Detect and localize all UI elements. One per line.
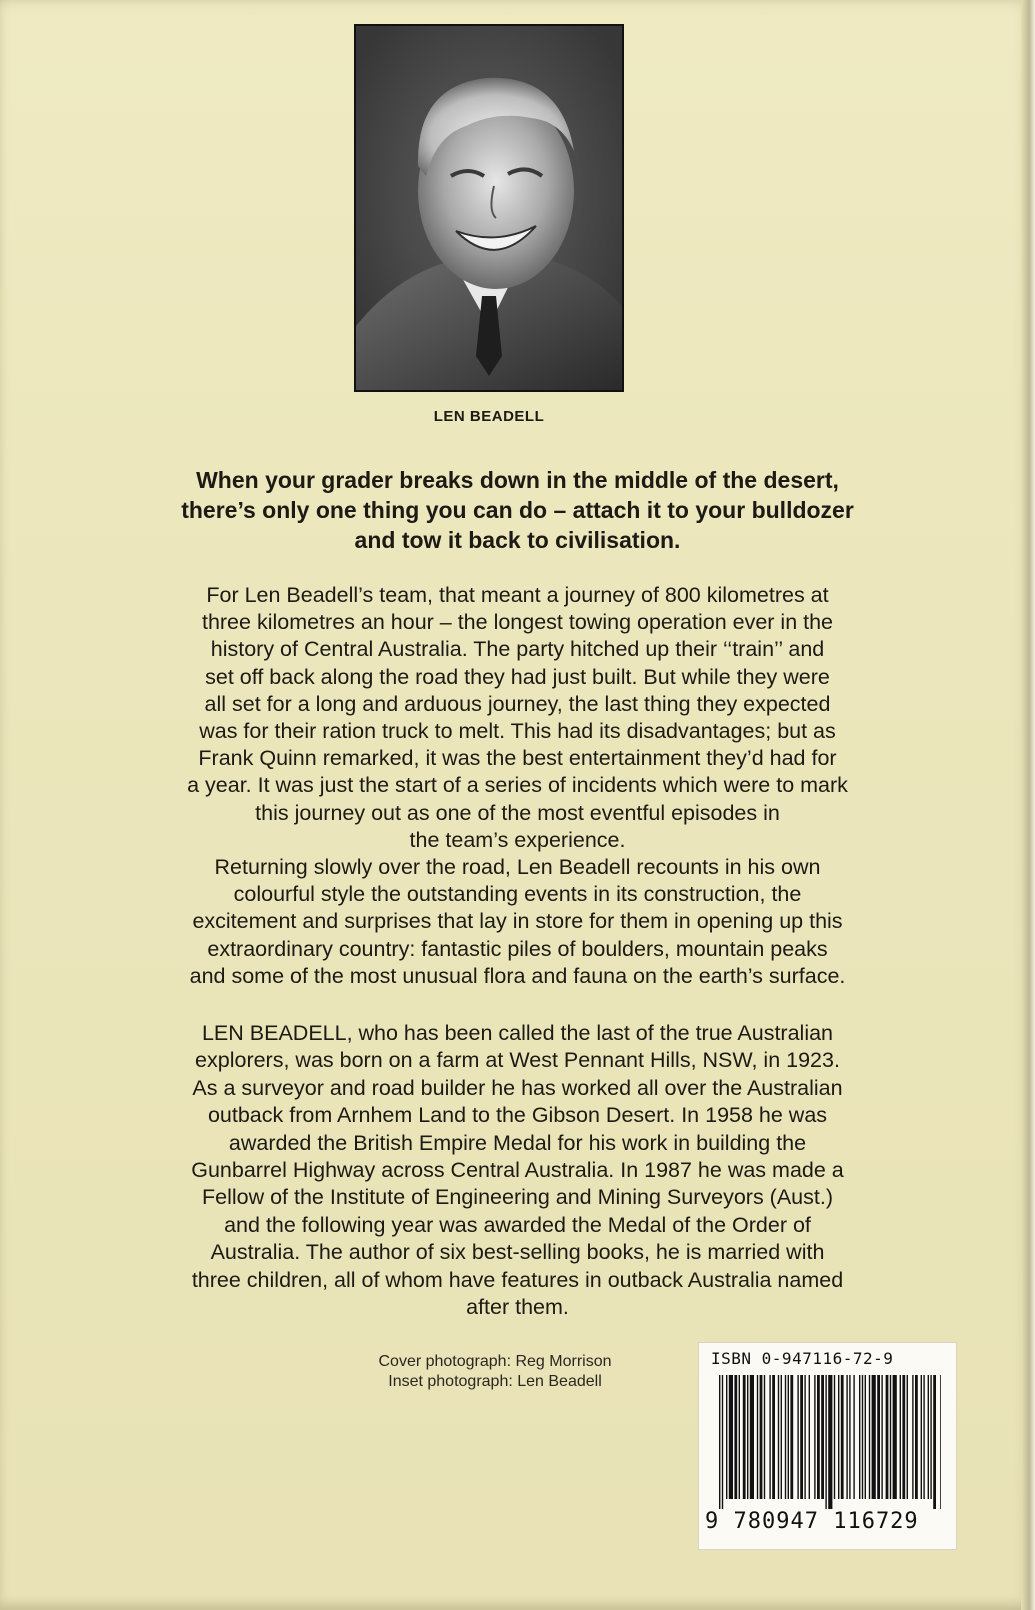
barcode-bar xyxy=(797,1375,798,1499)
barcode-bar xyxy=(814,1375,815,1499)
blurb-line: colourful style the outstanding events in its construction, the xyxy=(233,882,802,907)
barcode-bar xyxy=(800,1375,803,1499)
barcode-bar xyxy=(930,1375,931,1499)
barcode-bar xyxy=(726,1375,727,1499)
blurb-line: a year. It was just the start of a series of incidents which were to mark xyxy=(187,773,848,798)
barcode-bar xyxy=(790,1375,793,1499)
barcode-bar xyxy=(821,1375,824,1499)
barcode-bar xyxy=(841,1375,844,1499)
bio-line: As a surveyor and road builder he has worked all over the Australian xyxy=(192,1075,843,1100)
cover-edge xyxy=(1021,0,1035,1610)
barcode-bar xyxy=(869,1375,870,1499)
barcode-bar xyxy=(923,1375,924,1499)
bio-line: Gunbarrel Highway across Central Australia. In 1987 he was made a xyxy=(191,1158,844,1183)
lead-line: there’s only one thing you can do – attach it to your bulldozer xyxy=(181,497,854,523)
bio-line: outback from Arnhem Land to the Gibson Desert. In 1958 he was xyxy=(207,1103,828,1128)
barcode-bar xyxy=(921,1375,922,1499)
barcode-bar xyxy=(769,1375,770,1499)
photo-caption: LEN BEADELL xyxy=(433,408,545,425)
ean-digits: 9 780947 116729 xyxy=(705,1509,919,1534)
barcode-bar xyxy=(915,1375,918,1499)
lead-paragraph xyxy=(60,465,975,555)
barcode-bar xyxy=(849,1375,850,1499)
barcode-bar xyxy=(846,1375,847,1499)
barcode-bar xyxy=(804,1375,805,1499)
blurb-line: three kilometres an hour – the longest towing operation ever in the xyxy=(201,610,834,635)
barcode-bar xyxy=(785,1375,786,1499)
bio-line: LEN BEADELL, who has been called the last of the true Australian xyxy=(201,1021,834,1045)
bio-line: Australia. The author of six best-selling books, he is married with xyxy=(210,1240,825,1265)
barcode-bar xyxy=(940,1375,941,1509)
barcode-bar xyxy=(734,1375,737,1499)
barcode-bar xyxy=(750,1375,754,1499)
barcode-bar xyxy=(778,1375,779,1499)
barcode-bar xyxy=(781,1375,782,1499)
barcode-bar xyxy=(772,1375,775,1499)
barcode-bar xyxy=(872,1375,876,1499)
inset-photo-credit: Inset photograph: Len Beadell xyxy=(388,1373,602,1390)
blurb-line: For Len Beadell’s team, that meant a journey of 800 kilometres at xyxy=(206,583,829,607)
blurb-line: Frank Quinn remarked, it was the best entertainment they’d had for xyxy=(198,746,837,771)
portrait-illustration xyxy=(356,26,622,390)
blurb-line: was for their ration truck to melt. This had its disadvantages; but as xyxy=(199,719,836,744)
lead-line: When your grader breaks down in the middle of the desert, xyxy=(196,467,839,493)
photo-credits xyxy=(330,1352,660,1392)
barcode-bar xyxy=(933,1375,936,1509)
barcode-bar xyxy=(912,1375,913,1499)
barcode-bar xyxy=(817,1375,820,1499)
barcode-bar xyxy=(739,1375,740,1499)
barcode-bar xyxy=(838,1375,839,1499)
barcode-bar xyxy=(865,1375,866,1499)
blurb-line: history of Central Australia. The party hitched up their ‘‘train’’ and xyxy=(210,637,825,662)
bio-line: explorers, was born on a farm at West Pennant Hills, NSW, in 1923. xyxy=(195,1048,840,1073)
barcode-bar xyxy=(890,1375,891,1499)
blurb-line: and some of the most unusual flora and fauna on the earth’s surface. xyxy=(189,963,846,988)
cover-photo-credit: Cover photograph: Reg Morrison xyxy=(378,1353,612,1370)
blurb-line: Returning slowly over the road, Len Beadell recounts in his own xyxy=(214,855,821,880)
barcode-bar xyxy=(862,1375,863,1499)
bio-line: awarded the British Empire Medal for his work in building the xyxy=(228,1130,807,1155)
barcode-bar xyxy=(877,1375,880,1499)
blurb-line: all set for a long and arduous journey, the last thing they expected xyxy=(204,691,831,716)
barcode-bar xyxy=(757,1375,758,1499)
barcode-bar xyxy=(900,1375,901,1499)
barcode-bar xyxy=(760,1375,763,1499)
barcode-bar xyxy=(729,1375,733,1499)
blurb-paragraph xyxy=(60,582,975,990)
barcode-bar xyxy=(764,1375,765,1499)
blurb-line: set off back along the road they had just built. But while they were xyxy=(205,664,830,689)
barcode-bar xyxy=(886,1375,889,1499)
author-portrait-photo xyxy=(354,24,624,392)
barcode-bar xyxy=(928,1375,929,1499)
bio-line: and the following year was awarded the Medal of the Order of xyxy=(224,1212,811,1237)
barcode-bar xyxy=(719,1375,720,1509)
barcode-bar xyxy=(859,1375,860,1499)
barcode-bar xyxy=(743,1375,746,1499)
barcode-bar xyxy=(722,1375,723,1509)
blurb-line: excitement and surprises that lay in store for them in opening up this xyxy=(192,909,843,934)
barcode-bar xyxy=(907,1375,908,1499)
barcode-bar xyxy=(809,1375,810,1499)
barcode-bar xyxy=(902,1375,905,1499)
barcode-bar xyxy=(747,1375,748,1499)
barcode-bar xyxy=(788,1375,789,1499)
author-bio-paragraph xyxy=(60,1020,975,1321)
barcode-label xyxy=(698,1342,957,1550)
blurb-line: this journey out as one of the most eventful episodes in xyxy=(255,800,780,825)
blurb-line: extraordinary country: fantastic piles of boulders, mountain peaks xyxy=(207,936,828,961)
barcode-bar xyxy=(881,1375,882,1499)
barcode-bar xyxy=(834,1375,835,1499)
barcode-bar xyxy=(853,1375,854,1499)
bio-line: three children, all of whom have features in outback Australia named xyxy=(191,1267,844,1292)
barcode-bar xyxy=(828,1375,832,1509)
isbn-number: ISBN 0-947116-72-9 xyxy=(711,1349,894,1368)
barcode-bar xyxy=(893,1375,897,1499)
barcode-bar xyxy=(825,1375,826,1509)
barcode-bars xyxy=(719,1375,941,1509)
lead-line: and tow it back to civilisation. xyxy=(354,527,681,553)
bio-line: Fellow of the Institute of Engineering and Mining Surveyors (Aust.) xyxy=(202,1185,833,1210)
bio-line: after them. xyxy=(466,1295,569,1320)
blurb-line: the team’s experience. xyxy=(409,827,626,852)
